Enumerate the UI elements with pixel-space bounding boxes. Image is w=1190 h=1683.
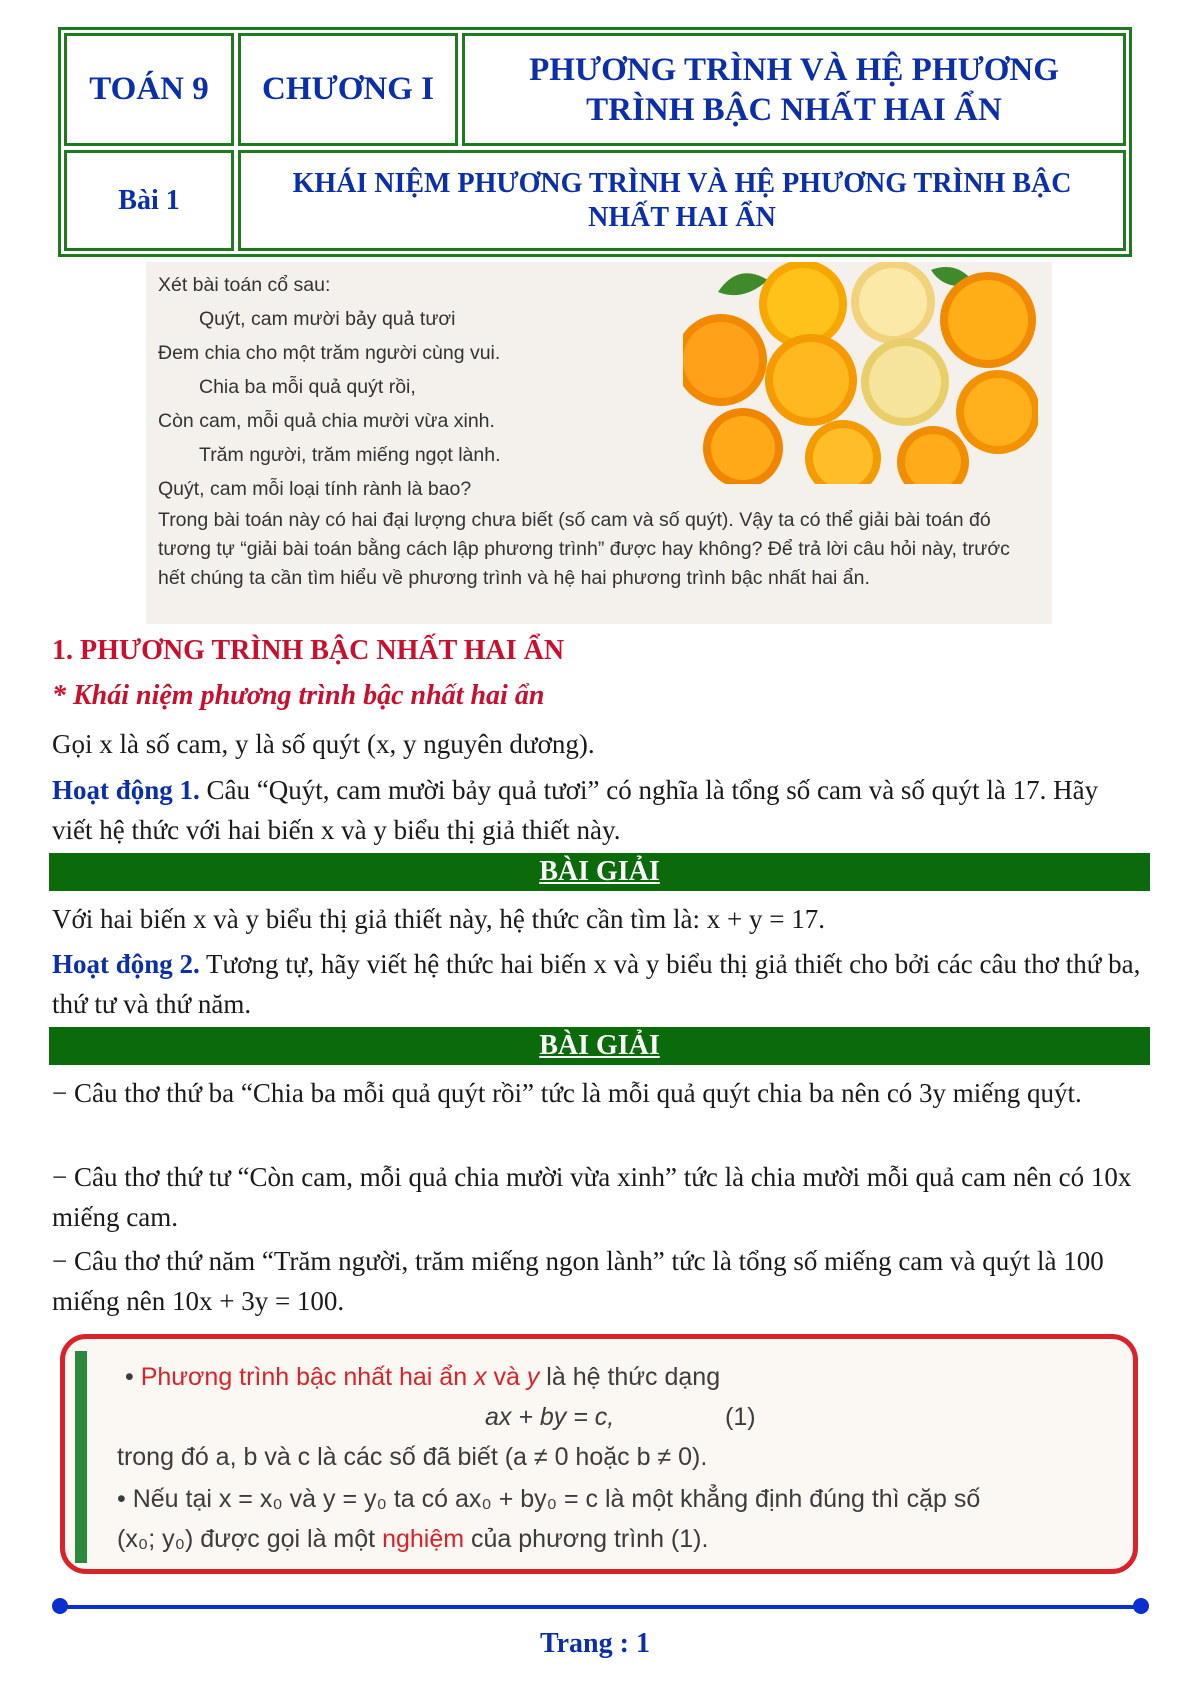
solution-2-line: − Câu thơ thứ ba “Chia ba mỗi quả quýt rồi” tức là mỗi quả quýt chia ba nên có 3y miếng quýt.	[52, 1078, 1082, 1108]
activity-1-text: Câu “Quýt, cam mười bảy quả tươi” có nghĩa là tổng số cam và số quýt là 17. Hãy viết hệ thức với hai biến x và y biểu thị giả thiết này.	[52, 775, 1099, 845]
intro-excerpt	[146, 262, 1052, 624]
activity-1	[52, 770, 1142, 850]
definition-box	[60, 1334, 1138, 1574]
lesson-cell: Bài 1	[64, 150, 234, 251]
definition-line-4: • Nếu tại x = x₀ và y = y₀ ta có ax₀ + by₀ = c là một khẳng định đúng thì cặp số	[117, 1485, 981, 1513]
poem-line: Quýt, cam mỗi loại tính rành là bao?	[158, 478, 472, 500]
solution-bar-1: BÀI GIẢI	[49, 853, 1150, 891]
definition-formula: ax + by = c,	[485, 1403, 615, 1431]
poem-line: Còn cam, mỗi quả chia mười vừa xinh.	[158, 410, 495, 432]
definition-line-1: • Phương trình bậc nhất hai ẩn x và y là hệ thức dạng	[125, 1363, 721, 1391]
solution-2-line: − Câu thơ thứ năm “Trăm người, trăm miếng ngon lành” tức là tổng số miếng cam và quýt là 100 miếng nên 10x + 3y = 100.	[52, 1246, 1104, 1316]
solution-2-line: − Câu thơ thứ tư “Còn cam, mỗi quả chia mười vừa xinh” tức là chia mười mỗi quả cam nên có 10x miếng cam.	[52, 1162, 1132, 1232]
activity-2	[52, 944, 1142, 1024]
formula-number: (1)	[725, 1403, 756, 1431]
citrus-photo	[683, 262, 1038, 484]
subject-cell: TOÁN 9	[64, 33, 234, 146]
activity-2-label: Hoạt động 2.	[52, 949, 200, 979]
lesson-title-line1: KHÁI NIỆM PHƯƠNG TRÌNH VÀ HỆ PHƯƠNG TRÌNH BẬC	[292, 167, 1072, 199]
lesson-title-line2: NHẤT HAI ẨN	[588, 201, 776, 233]
page-number: Trang : 1	[540, 1628, 650, 1659]
footer-rule	[60, 1605, 1141, 1609]
variables-definition: Gọi x là số cam, y là số quýt (x, y nguyên dương).	[52, 729, 595, 759]
poem	[158, 268, 501, 506]
section-subtitle: * Khái niệm phương trình bậc nhất hai ẩn	[52, 680, 545, 711]
chapter-title-cell	[462, 33, 1126, 146]
intro-lead: Xét bài toán cổ sau:	[158, 274, 331, 296]
chapter-title-line1: PHƯƠNG TRÌNH VÀ HỆ PHƯƠNG	[529, 51, 1059, 88]
footer-rule-right-dot	[1133, 1598, 1149, 1614]
chapter-cell: CHƯƠNG I	[238, 33, 458, 146]
solution-bar-2: BÀI GIẢI	[49, 1027, 1150, 1065]
poem-line: Đem chia cho một trăm người cùng vui.	[158, 342, 501, 364]
accent-bar	[75, 1351, 87, 1563]
poem-line: Quýt, cam mười bảy quả tươi	[199, 308, 456, 330]
lesson-title-cell	[238, 150, 1126, 251]
poem-line: Chia ba mỗi quả quýt rồi,	[199, 376, 416, 398]
activity-2-text: Tương tự, hãy viết hệ thức hai biến x và y biểu thị giả thiết cho bởi các câu thơ thứ ba, thứ tư và thứ năm.	[52, 949, 1141, 1019]
intro-paragraph: Trong bài toán này có hai đại lượng chưa biết (số cam và số quýt). Vậy ta có thể giải bài toán đó tương tự “giải bài toán bằng cách lập phương trình” được hay không? Để trả lời câu hỏi này, trước hết chúng ta cần tìm hiểu về phương trình và hệ hai phương trình bậc nhất hai ẩn.	[158, 509, 1010, 589]
poem-line: Trăm người, trăm miếng ngọt lành.	[199, 444, 501, 466]
solution-1: Với hai biến x và y biểu thị giả thiết này, hệ thức cần tìm là: x + y = 17.	[52, 904, 825, 934]
footer-rule-left-dot	[52, 1598, 68, 1614]
chapter-title-line2: TRÌNH BẬC NHẤT HAI ẨN	[586, 91, 1002, 128]
definition-line-3: trong đó a, b và c là các số đã biết (a ≠ 0 hoặc b ≠ 0).	[117, 1443, 708, 1471]
section-title: 1. PHƯƠNG TRÌNH BẬC NHẤT HAI ẨN	[52, 635, 565, 666]
definition-line-5: (x₀; y₀) được gọi là một nghiệm của phương trình (1).	[117, 1525, 709, 1553]
activity-1-label: Hoạt động 1.	[52, 775, 200, 805]
